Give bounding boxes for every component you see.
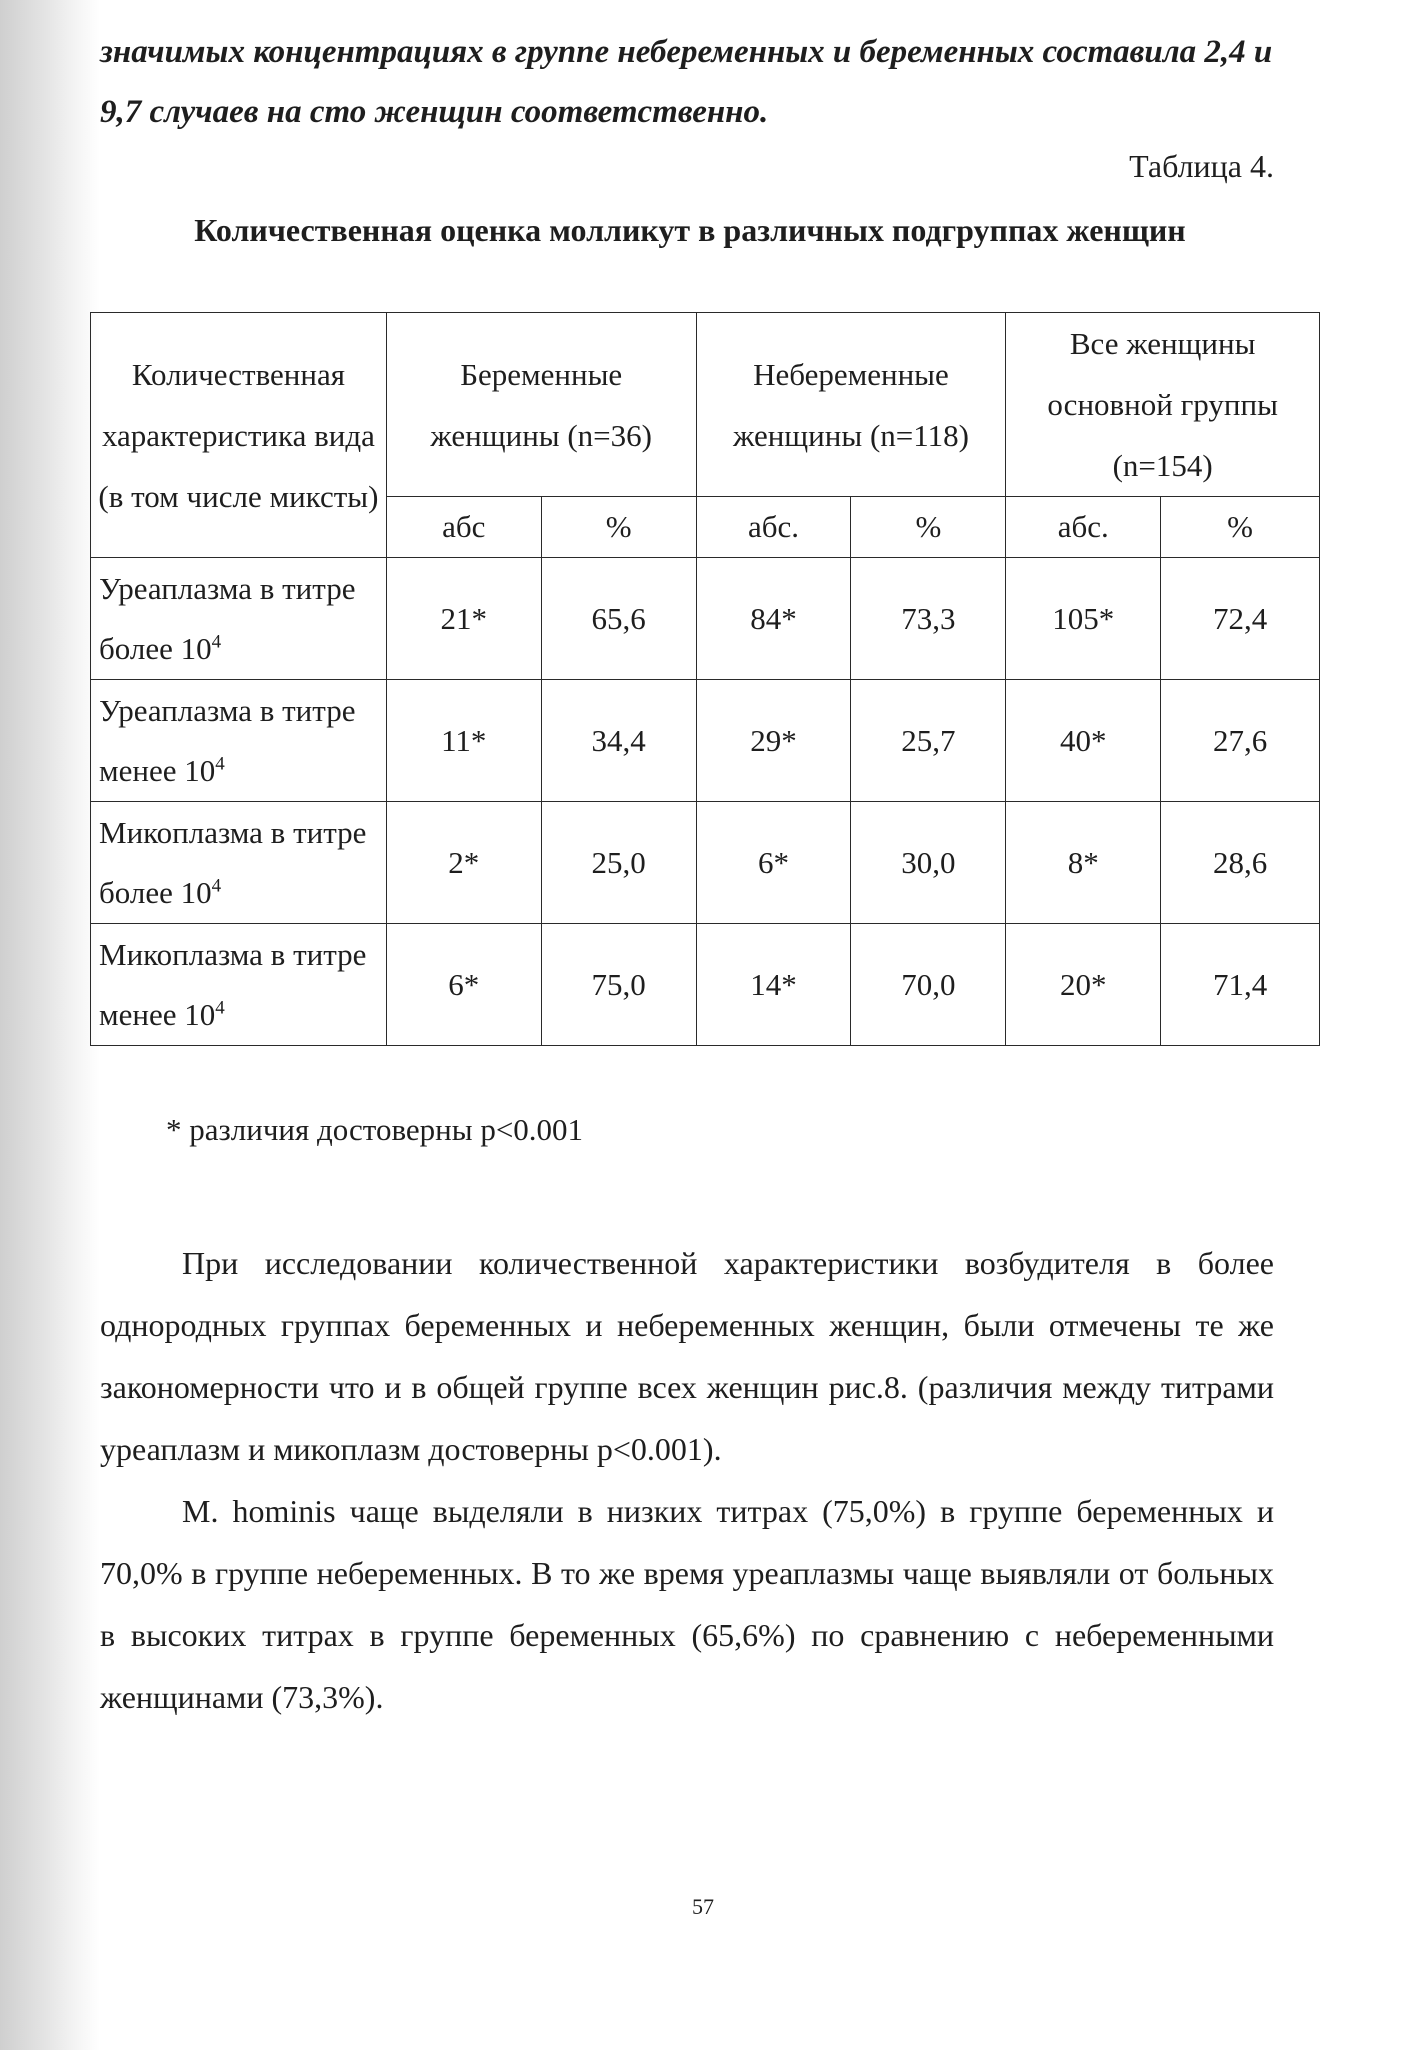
table-cell: 21*	[386, 558, 541, 680]
row-label	[91, 802, 387, 924]
table-cell: 28,6	[1161, 802, 1320, 924]
table-cell: 8*	[1006, 802, 1161, 924]
table-cell: 84*	[696, 558, 851, 680]
table-row	[91, 680, 1320, 802]
table-row	[91, 558, 1320, 680]
row-label-text: Уреаплазма в титре менее 10	[99, 692, 356, 788]
table-cell: 20*	[1006, 924, 1161, 1046]
body-paragraph: M. hominis чаще выделяли в низких титрах (75,0%) в группе беременных и 70,0% в группе небеременных. В то же время уреаплазмы чаще выявляли от больных в высоких титрах в группе беременных (65,6%) по сравнению с небеременными женщинами (73,3%).	[100, 1493, 1274, 1715]
body-text	[100, 1232, 1274, 1728]
row-label-exponent: 4	[211, 875, 222, 897]
row-label	[91, 558, 387, 680]
table-cell: 6*	[696, 802, 851, 924]
table-cell: 71,4	[1161, 924, 1320, 1046]
table-cell: 40*	[1006, 680, 1161, 802]
table-cell: 6*	[386, 924, 541, 1046]
row-label-text: Уреаплазма в титре более 10	[99, 570, 356, 666]
table-subheader: абс	[386, 497, 541, 558]
table-cell: 2*	[386, 802, 541, 924]
row-label-text: Микоплазма в титре более 10	[99, 814, 367, 910]
table-cell: 14*	[696, 924, 851, 1046]
table-cell: 30,0	[851, 802, 1006, 924]
table-cell: 65,6	[541, 558, 696, 680]
table-cell: 34,4	[541, 680, 696, 802]
intro-paragraph: значимых концентрациях в группе небеременных и беременных составила 2,4 и 9,7 случаев на сто женщин соответственно.	[100, 34, 1273, 130]
table-cell: 29*	[696, 680, 851, 802]
table-header-all-women: Все женщины основной группы (n=154)	[1006, 313, 1320, 497]
table-cell: 75,0	[541, 924, 696, 1046]
row-label-exponent: 4	[215, 753, 225, 775]
table-subheader: абс.	[1006, 497, 1161, 558]
table-header-row	[91, 313, 1320, 497]
table-row	[91, 802, 1320, 924]
table-cell: 72,4	[1161, 558, 1320, 680]
body-paragraph: При исследовании количественной характеристики возбудителя в более однородных группах беременных и небеременных женщин, были отмечены те же закономерности что и в общей группе всех женщин рис.8. (различия между титрами уреаплазм и микоплазм достоверны p<0.001).	[100, 1245, 1274, 1467]
table-header-nonpregnant: Небеременные женщины (n=118)	[696, 313, 1006, 497]
table-header-characteristic: Количественная характеристика вида (в том числе миксты)	[91, 313, 387, 558]
data-table	[90, 312, 1320, 1046]
table-cell: 25,0	[541, 802, 696, 924]
table-cell: 11*	[386, 680, 541, 802]
row-label-exponent: 4	[215, 997, 225, 1019]
row-label-exponent: 4	[211, 631, 222, 653]
row-label	[91, 924, 387, 1046]
table-subheader: %	[851, 497, 1006, 558]
table-caption: Таблица 4.	[1129, 148, 1274, 184]
table-footnote: * различия достоверны p<0.001	[166, 1112, 584, 1147]
table-subheader: %	[1161, 497, 1320, 558]
table-cell: 105*	[1006, 558, 1161, 680]
table-cell: 27,6	[1161, 680, 1320, 802]
row-label-text: Микоплазма в титре менее 10	[99, 936, 367, 1032]
table-header-pregnant: Беременные женщины (n=36)	[386, 313, 696, 497]
table-subheader: %	[541, 497, 696, 558]
table-title: Количественная оценка молликут в различных подгруппах женщин	[194, 212, 1186, 248]
row-label	[91, 680, 387, 802]
page-number: 57	[692, 1894, 714, 1919]
table-cell: 73,3	[851, 558, 1006, 680]
table-cell: 70,0	[851, 924, 1006, 1046]
table-row	[91, 924, 1320, 1046]
table-subheader: абс.	[696, 497, 851, 558]
table-cell: 25,7	[851, 680, 1006, 802]
